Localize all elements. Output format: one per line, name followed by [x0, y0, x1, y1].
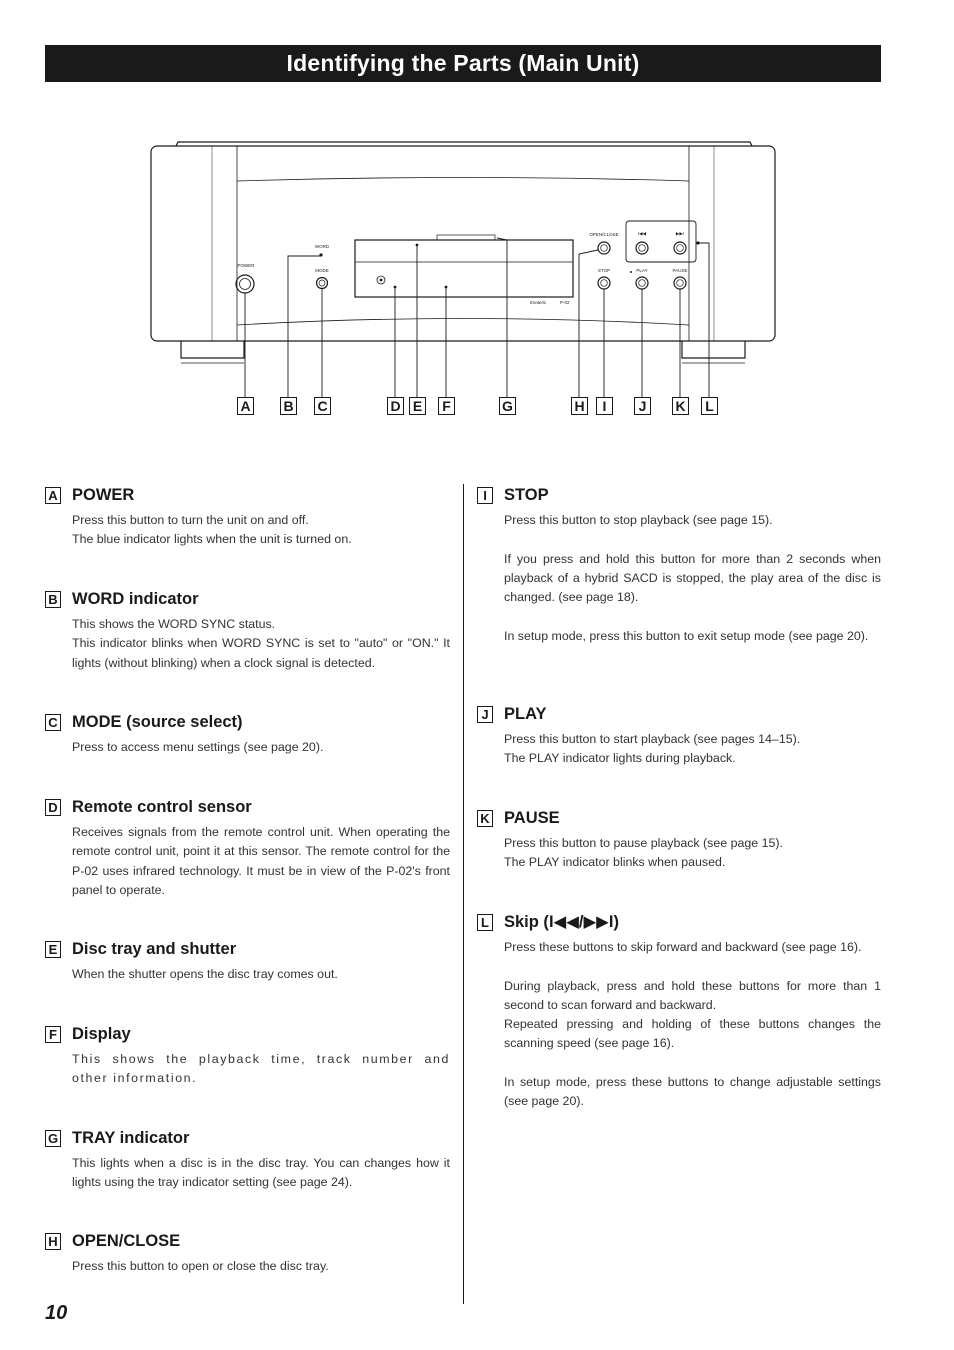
section-text: Press this button to open or close the disc tray. [72, 1259, 329, 1273]
column-divider [463, 484, 464, 1304]
section-letter: E [45, 941, 61, 958]
section-text: Press these buttons to skip forward and backward (see page 16). [504, 940, 862, 954]
panel-model-label: P-02 [560, 300, 570, 305]
section-skip [477, 911, 881, 1112]
section-letter: C [45, 714, 61, 731]
section-letter: F [45, 1026, 61, 1043]
panel-open-close-label: OPEN/CLOSE [589, 232, 619, 237]
section-letter: H [45, 1233, 61, 1250]
section-play [477, 703, 881, 769]
diagram-label-g: G [499, 397, 516, 415]
main-unit-diagram [0, 0, 954, 440]
panel-skip-forward-icon: ▶▶I [675, 231, 685, 236]
section-tray-indicator [45, 1127, 450, 1193]
section-text: Press this button to pause playback (see page 15). [504, 836, 783, 850]
diagram-label-i: I [596, 397, 613, 415]
section-title: Display [72, 1024, 131, 1043]
section-text: Press to access menu settings (see page 20). [72, 740, 324, 754]
diagram-label-d: D [387, 397, 404, 415]
section-letter: B [45, 591, 61, 608]
section-text: This shows the WORD SYNC status. [72, 617, 276, 631]
section-title: Remote control sensor [72, 797, 252, 816]
section-letter: J [477, 706, 493, 723]
diagram-label-a: A [237, 397, 254, 415]
section-display [45, 1023, 450, 1089]
section-text: Receives signals from the remote control unit. When operating the remote control unit, point it at this sensor. The remote control for the P-02 uses infrared technology. It must be in view of the P-02's front panel to operate. [72, 825, 450, 897]
section-text: The PLAY indicator blinks when paused. [504, 855, 726, 870]
section-title: PAUSE [504, 808, 560, 827]
panel-brand-logo: Esoteric [530, 300, 547, 305]
section-text: In setup mode, press this button to exit setup mode (see page 20). [504, 628, 869, 643]
page-number: 10 [45, 1302, 68, 1324]
section-pause [477, 807, 881, 873]
section-word-indicator [45, 588, 450, 673]
section-text: In setup mode, press these buttons to change adjustable settings (see page 20). [504, 1075, 881, 1109]
diagram-label-e: E [409, 397, 426, 415]
section-text: This indicator blinks when WORD SYNC is set to "auto" or "ON." It lights (without blinking) when a clock signal is detected. [72, 636, 450, 670]
section-title: MODE (source select) [72, 712, 243, 731]
section-title: OPEN/CLOSE [72, 1231, 181, 1250]
page-title: Identifying the Parts (Main Unit) [45, 45, 881, 82]
section-text: Repeated pressing and holding of these buttons changes the scanning speed (see page 16). [504, 1017, 881, 1051]
diagram-label-b: B [280, 397, 297, 415]
panel-mode-label: MODE [315, 268, 329, 273]
section-text: When the shutter opens the disc tray comes out. [72, 967, 338, 981]
section-text: Press this button to turn the unit on and off. [72, 513, 309, 527]
panel-play-label: PLAY [636, 268, 648, 273]
section-text: The blue indicator lights when the unit is turned on. [72, 532, 352, 547]
section-disc-tray [45, 938, 450, 984]
section-stop [477, 484, 881, 646]
diagram-label-j: J [634, 397, 651, 415]
section-text: Press this button to start playback (see pages 14–15). [504, 732, 801, 746]
section-letter: I [477, 487, 493, 504]
section-text: This shows the playback time, track number and other information. [72, 1052, 450, 1086]
skip-icons: I◀◀/▶▶I [548, 913, 614, 931]
section-mode [45, 711, 450, 757]
section-letter: K [477, 810, 493, 827]
section-remote-sensor [45, 796, 450, 900]
skip-title-text: Skip ( [504, 913, 549, 931]
section-title [504, 912, 619, 932]
section-text: This lights when a disc is in the disc tray. You can changes how it lights using the tray indicator setting (see page 24). [72, 1156, 450, 1190]
diagram-label-c: C [314, 397, 331, 415]
panel-skip-back-icon: I◀◀ [637, 231, 647, 236]
section-title: TRAY indicator [72, 1128, 190, 1147]
section-text: Press this button to stop playback (see page 15). [504, 513, 773, 527]
section-title: PLAY [504, 704, 547, 723]
section-text: If you press and hold this button for more than 2 seconds when playback of a hybrid SACD is stopped, the play area of the disc is changed. (see page 18). [504, 551, 881, 605]
diagram-label-h: H [571, 397, 588, 415]
section-text: The PLAY indicator lights during playback. [504, 751, 736, 766]
panel-power-label: POWER [237, 263, 255, 268]
section-letter: G [45, 1130, 61, 1147]
section-text: During playback, press and hold these buttons for more than 1 second to scan forward and backward. [504, 978, 881, 1012]
section-letter: A [45, 487, 61, 504]
section-power [45, 484, 450, 550]
section-title: Disc tray and shutter [72, 939, 237, 958]
section-title: WORD indicator [72, 589, 199, 608]
panel-stop-label: STOP [597, 268, 611, 273]
section-open-close [45, 1230, 450, 1276]
diagram-label-f: F [438, 397, 455, 415]
section-letter: D [45, 799, 61, 816]
diagram-label-k: K [672, 397, 689, 415]
section-title: POWER [72, 485, 135, 504]
section-title: STOP [504, 485, 549, 504]
skip-title-end: ) [613, 913, 619, 931]
diagram-label-l: L [701, 397, 718, 415]
panel-pause-label: PAUSE [672, 268, 688, 273]
section-letter: L [477, 914, 493, 931]
panel-word-label: WORD [314, 244, 330, 249]
